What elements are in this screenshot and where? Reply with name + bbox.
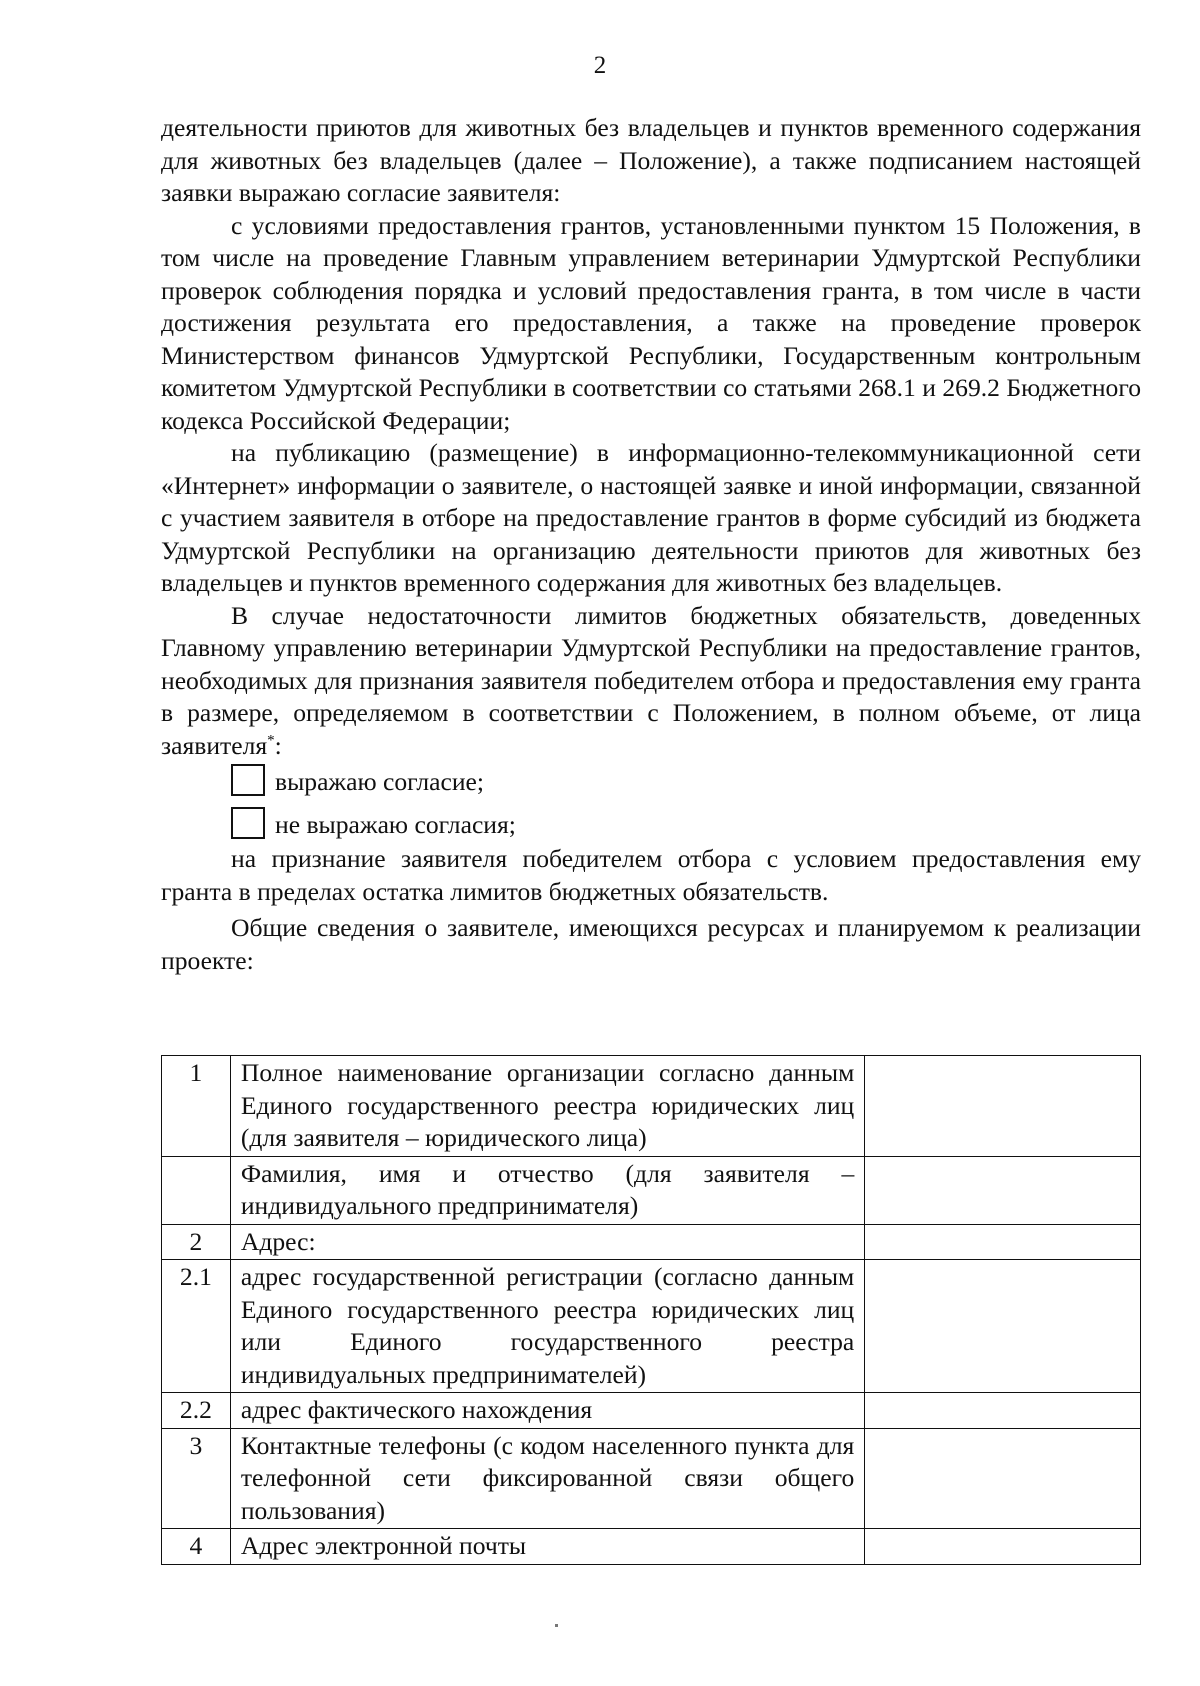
- row-description: Контактные телефоны (с кодом населенного пункта для телефонной сети фиксированной связи общего пользования): [230, 1428, 864, 1529]
- paragraph-conditions: с условиями предоставления грантов, установленными пунктом 15 Положения, в том числе на проведение Главным управлением ветеринарии Удмуртской Республики проверок соблюдения порядка и условий предоставления гранта, в том числе в части достижения результата его предоставления, а также на проведение проверок Министерством финансов Удмуртской Республики, Государственным контрольным комитетом Удмуртской Республики в соответствии со статьями 268.1 и 269.2 Бюджетного кодекса Российской Федерации;: [161, 210, 1141, 435]
- row-value-cell[interactable]: [865, 1428, 1141, 1529]
- row-value-cell[interactable]: [865, 1260, 1141, 1393]
- table-row: [162, 1529, 1141, 1565]
- row-number: 2: [162, 1224, 231, 1260]
- table-row: [162, 1428, 1141, 1529]
- paragraph-limits-end: :: [274, 730, 282, 760]
- paragraph-remaining-limits: на признание заявителя победителем отбора с условием предоставления ему гранта в пределах остатка лимитов бюджетных обязательств.: [161, 844, 1141, 906]
- table-row: [162, 1224, 1141, 1260]
- row-value-cell[interactable]: [865, 1393, 1141, 1429]
- body-text: [161, 112, 1141, 977]
- table-row: [162, 1260, 1141, 1393]
- paragraph-general-info: Общие сведения о заявителе, имеющихся ресурсах и планируемом к реализации проекте:: [161, 913, 1141, 975]
- disagree-checkbox[interactable]: [231, 807, 265, 839]
- footnote-mark: *: [267, 731, 275, 748]
- row-value-cell[interactable]: [865, 1056, 1141, 1157]
- row-number: 1: [162, 1056, 231, 1157]
- paragraph-intro: деятельности приютов для животных без владельцев и пунктов временного содержания для животных без владельцев (далее – Положение), а также подписанием настоящей заявки выражаю согласие заявителя:: [161, 113, 1141, 207]
- row-number: 4: [162, 1529, 231, 1565]
- row-description: Адрес:: [230, 1224, 864, 1260]
- table-row: [162, 1056, 1141, 1157]
- paragraph-limits-text: В случае недостаточности лимитов бюджетных обязательств, доведенных Главному управлению ветеринарии Удмуртской Республики на предоставление грантов, необходимых для признания заявителя победителем отбора и предоставления ему гранта в размере, определяемом в соответствии с Положением, в полном объеме, от лица заявителя: [161, 600, 1141, 760]
- disagree-label: не выражаю согласия;: [275, 810, 516, 839]
- applicant-info-table: [161, 1055, 1141, 1565]
- table-row: [162, 1393, 1141, 1429]
- row-description: Фамилия, имя и отчество (для заявителя – индивидуального предпринимателя): [230, 1156, 864, 1224]
- option-agree[interactable]: [161, 764, 1141, 804]
- row-description: Полное наименование организации согласно данным Единого государственного реестра юридических лиц (для заявителя – юридического лица): [230, 1056, 864, 1157]
- option-disagree[interactable]: [161, 807, 1141, 843]
- row-number: [162, 1156, 231, 1224]
- row-value-cell[interactable]: [865, 1224, 1141, 1260]
- row-description: Адрес электронной почты: [230, 1529, 864, 1565]
- page-number: 2: [593, 52, 607, 79]
- row-number: 2.2: [162, 1393, 231, 1429]
- row-description: адрес государственной регистрации (согласно данным Единого государственного реестра юридических лиц или Единого государственного реестра индивидуальных предпринимателей): [230, 1260, 864, 1393]
- agree-checkbox[interactable]: [231, 764, 265, 796]
- row-number: 2.1: [162, 1260, 231, 1393]
- row-number: 3: [162, 1428, 231, 1529]
- row-value-cell[interactable]: [865, 1156, 1141, 1224]
- agree-label: выражаю согласие;: [275, 767, 485, 796]
- row-description: адрес фактического нахождения: [230, 1393, 864, 1429]
- scan-dot: [555, 1624, 558, 1627]
- row-value-cell[interactable]: [865, 1529, 1141, 1565]
- table-row: [162, 1156, 1141, 1224]
- paragraph-publication: на публикацию (размещение) в информационно-телекоммуникационной сети «Интернет» информации о заявителе, о настоящей заявке и иной информации, связанной с участием заявителя в отборе на предоставление грантов в форме субсидий из бюджета Удмуртской Республики на организацию деятельности приютов для животных без владельцев и пунктов временного содержания для животных без владельцев.: [161, 438, 1141, 597]
- paragraph-limits: [161, 600, 1141, 763]
